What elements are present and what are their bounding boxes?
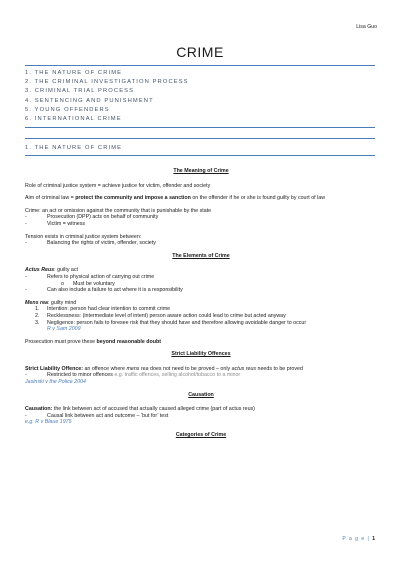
actus-reus-text: : guilty act — [54, 267, 79, 274]
mens-rea-term: Mens rea — [25, 299, 48, 306]
numbered-item-text: Negligence: person fails to foresee risk that they should have and therefore allowing avoidable danger to occur — [47, 319, 307, 326]
toc-item: 5. YOUNG OFFENDERS — [25, 106, 110, 113]
paragraph-role: Role of criminal justice system = achieve justice for victim, offender and society — [25, 182, 211, 189]
tension-text: Tension exists in criminal justice system between: — [25, 233, 142, 240]
list-item: - Refers to physical action of carrying out crime — [25, 274, 377, 281]
numbered-item-text: Intention: person had clear intention to commit crime — [47, 306, 171, 313]
list-item: - Can also include a failure to act where it is a responsibility — [25, 287, 377, 294]
list-item-text: Refers to physical action of carrying out crime — [47, 273, 155, 280]
list-item-text: Victim = witness — [47, 220, 86, 227]
strict-liability-definition — [25, 366, 377, 373]
heading-meaning-of-crime: The Meaning of Crime — [173, 168, 229, 174]
proof-text: Prosecution must prove these — [25, 338, 97, 345]
example-text: e.g. traffic offences, selling alcohol/tobacco to a minor — [112, 372, 241, 379]
toc-item: 3. CRIMINAL TRIAL PROCESS — [25, 88, 135, 95]
paragraph-proof — [25, 339, 377, 346]
sub-list-item-text: Must be voluntary — [73, 280, 115, 287]
case-citation: Jasinski v the Police 2004 — [25, 379, 86, 386]
toc-item: 2. THE CRIMINAL INVESTIGATION PROCESS — [25, 79, 189, 86]
proof-bold: beyond reasonable doubt — [96, 338, 161, 345]
page-label: P a g e — [342, 536, 366, 542]
page-number: 1 — [372, 536, 375, 542]
list-item: - Balancing the rights of victim, offender, society — [25, 240, 377, 247]
causation-definition — [25, 406, 377, 413]
aim-text: Aim of criminal law = — [25, 195, 76, 202]
definition-text: does not need to be proved – only — [148, 365, 232, 372]
document-body — [25, 168, 377, 447]
list-item: - Victim = witness — [25, 221, 377, 228]
case-citation: R v Sam 2009 — [47, 326, 81, 333]
heading-categories-of-crime: Categories of Crime — [175, 432, 227, 439]
aim-text-end: on the offender if he or she is found guilty by court of law — [190, 195, 326, 202]
toc-rule — [25, 127, 375, 128]
page-footer: P a g e | 1 — [342, 536, 375, 542]
heading-strict-liability: Strict Liability Offences — [171, 351, 231, 358]
list-item-text: Balancing the rights of victim, offender, society — [47, 240, 156, 247]
author-name: Lisa Guo — [356, 24, 377, 30]
table-of-contents — [25, 69, 189, 124]
actus-reus-block — [25, 267, 377, 293]
mens-rea-block — [25, 300, 377, 333]
list-item-text: Restricted to minor offences — [47, 372, 113, 379]
list-item: - Causal link between act and outcome – ‘but for’ test — [25, 413, 377, 420]
causation-text: the link between act of accused that actually caused alleged crime (part of actus reus) — [52, 406, 255, 413]
aim-bold: protect the community and impose a sanction — [75, 195, 191, 202]
crime-definition: Crime: an act or omission against the community that is punishable by the state — [25, 207, 212, 214]
sub-list-item: o Must be voluntary — [61, 280, 115, 287]
numbered-item: 3. Negligence: person fails to foresee risk that they should have and therefore allowing avoidable danger to occur — [35, 319, 307, 326]
toc-item: 6. INTERNATIONAL CRIME — [25, 116, 122, 123]
actus-reus-term: Actus Reus — [25, 267, 55, 274]
list-item: - Prosecution (DPP) acts on behalf of community — [25, 214, 377, 221]
actus-reus-definition — [25, 267, 377, 274]
list-item-text: Prosecution (DPP) acts on behalf of community — [47, 214, 159, 221]
tension-block — [25, 234, 377, 247]
actus-reus-italic: actus reus — [231, 365, 257, 372]
definition-text: needs to be proved — [256, 365, 303, 372]
mens-rea-text: : guilty mind — [47, 299, 77, 306]
causation-term: Causation: — [25, 406, 53, 413]
strict-liability-block — [25, 366, 377, 386]
paragraph-aim — [25, 195, 377, 202]
list-item: - Restricted to minor offences e.g. traffic offences, selling alcohol/tobacco to a minor — [25, 372, 241, 379]
numbered-item: 2. Recklessness: (intermediate level of intent) person aware action could lead to crime but acted anyway — [35, 312, 286, 319]
title-rule — [25, 65, 375, 66]
mens-rea-italic: mens rea — [126, 365, 149, 372]
strict-liability-term: Strict Liability Offence: — [25, 365, 83, 372]
heading-elements-of-crime: The Elements of Crime — [172, 252, 230, 259]
section-heading: 1. THE NATURE OF CRIME — [25, 145, 123, 151]
definition-text: an offence where — [82, 365, 127, 372]
numbered-item: 1. Intention: person had clear intention to commit crime — [35, 306, 171, 313]
section-rule-top — [25, 138, 375, 139]
case-citation: e.g. R v Blaue 1975 — [25, 419, 72, 426]
page-title: CRIME — [176, 44, 224, 60]
heading-causation: Causation — [188, 391, 214, 398]
crime-definition-block — [25, 208, 377, 228]
mens-rea-definition — [25, 300, 377, 307]
list-item-text: Causal link between act and outcome – ‘but for’ test — [47, 412, 169, 419]
section-rule-bottom — [25, 155, 375, 156]
toc-item: 4. SENTENCING AND PUNISHMENT — [25, 97, 154, 104]
toc-item: 1. THE NATURE OF CRIME — [25, 70, 123, 76]
numbered-item-text: Recklessness: (intermediate level of intent) person aware action could lead to crime but acted anyway — [47, 312, 286, 319]
causation-block — [25, 406, 377, 426]
list-item-text: Can also include a failure to act where it is a responsibility — [47, 287, 183, 294]
